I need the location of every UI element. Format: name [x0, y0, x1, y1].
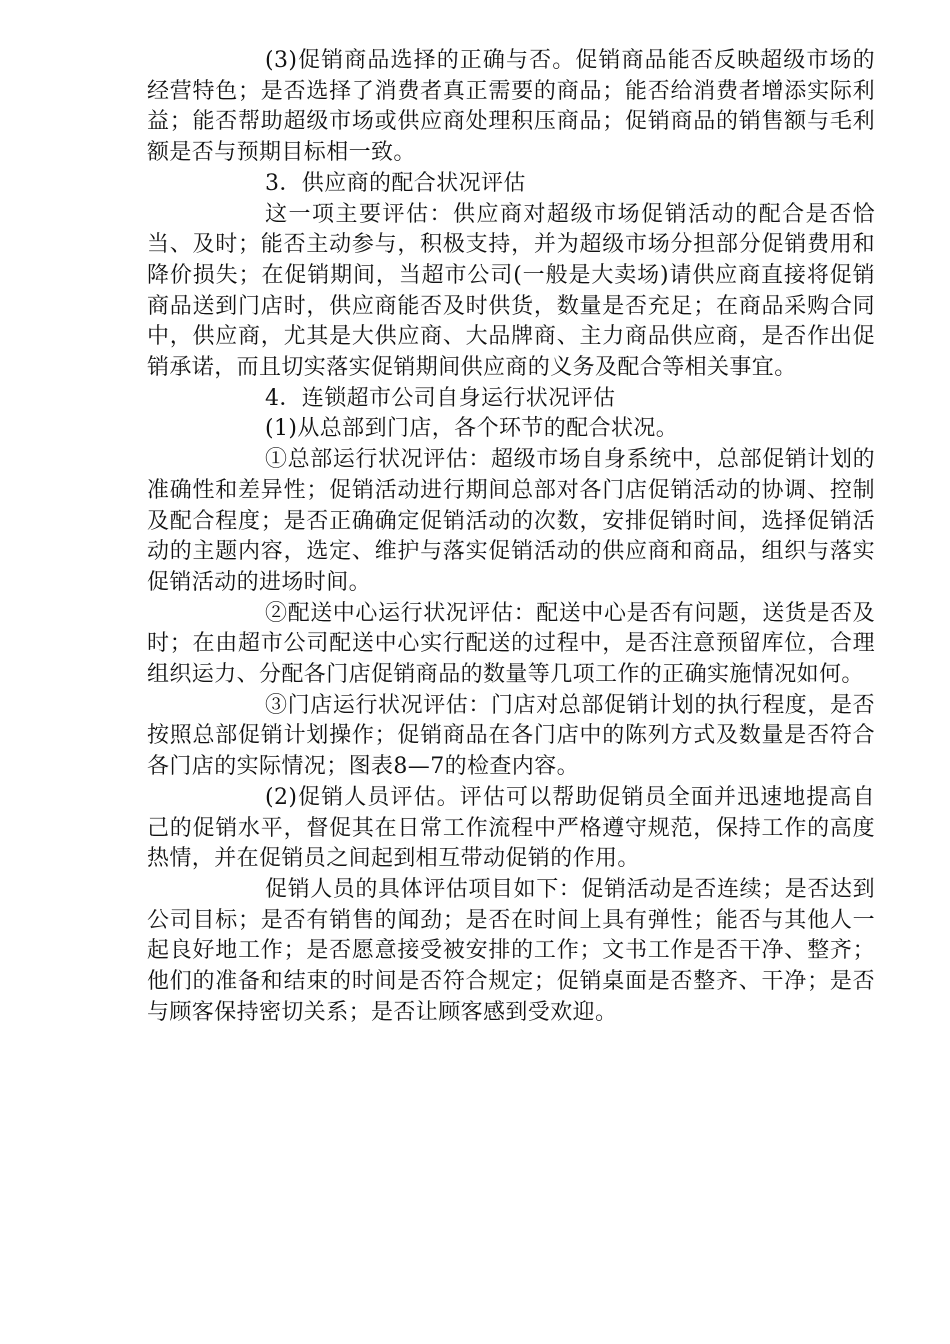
paragraph-promoter-items: 促销人员的具体评估项目如下：促销活动是否连续；是否达到公司目标；是否有销售的闻劲；是否在时间上具有弹性；能否与其他人一起良好地工作；是否愿意接受被安排的工作；文书工作是否干净、整齐；他们的准备和结束的时间是否符合规定；促销桌面是否整齐、干净；是否与顾客保持密切关系；是否让顾客感到受欢迎。	[147, 876, 875, 1025]
heading-supplier-cooperation: 3．供应商的配合状况评估	[265, 170, 526, 196]
heading-chain-self-operation: 4．连锁超市公司自身运行状况评估	[265, 385, 616, 411]
paragraph-promo-goods-selection: (3)促销商品选择的正确与否。促销商品能否反映超级市场的经营特色；是否选择了消费者真正需要的商品；能否给消费者增添实际利益；能否帮助超级市场或供应商处理积压商品；促销商品的销售额与毛利额是否与预期目标相一致。	[147, 48, 875, 166]
paragraph-distribution-center-evaluation: ②配送中心运行状况评估：配送中心是否有问题，送货是否及时；在由超市公司配送中心实行配送的过程中，是否注意预留库位，合理组织运力、分配各门店促销商品的数量等几项工作的正确实施情况如何。	[147, 600, 875, 688]
paragraph-hq-evaluation: ①总部运行状况评估：超级市场自身系统中，总部促销计划的准确性和差异性；促销活动进行期间总部对各门店促销活动的协调、控制及配合程度；是否正确确定促销活动的次数，安排促销时间，选择促销活动的主题内容，选定、维护与落实促销活动的供应商和商品，组织与落实促销活动的进场时间。	[147, 447, 875, 595]
paragraph-promoter-evaluation: (2)促销人员评估。评估可以帮助促销员全面并迅速地提高自己的促销水平，督促其在日常工作流程中严格遵守规范，保持工作的高度热情，并在促销员之间起到相互带动促销的作用。	[147, 784, 875, 872]
paragraph-hq-to-store: (1)从总部到门店，各个环节的配合状况。	[265, 416, 679, 442]
paragraph-store-evaluation: ③门店运行状况评估：门店对总部促销计划的执行程度，是否按照总部促销计划操作；促销商品在各门店中的陈列方式及数量是否符合各门店的实际情况；图表8—7的检查内容。	[147, 692, 875, 780]
paragraph-supplier-evaluation: 这一项主要评估：供应商对超级市场促销活动的配合是否恰当、及时；能否主动参与，积极支持，并为超级市场分担部分促销费用和降价损失；在促销期间，当超市公司(一般是大卖场)请供应商直接将促销商品送到门店时，供应商能否及时供货，数量是否充足；在商品采购合同中，供应商，尤其是大供应商、大品牌商、主力商品供应商，是否作出促销承诺，而且切实落实促销期间供应商的义务及配合等相关事宜。	[147, 201, 875, 381]
document-body	[147, 46, 875, 1029]
